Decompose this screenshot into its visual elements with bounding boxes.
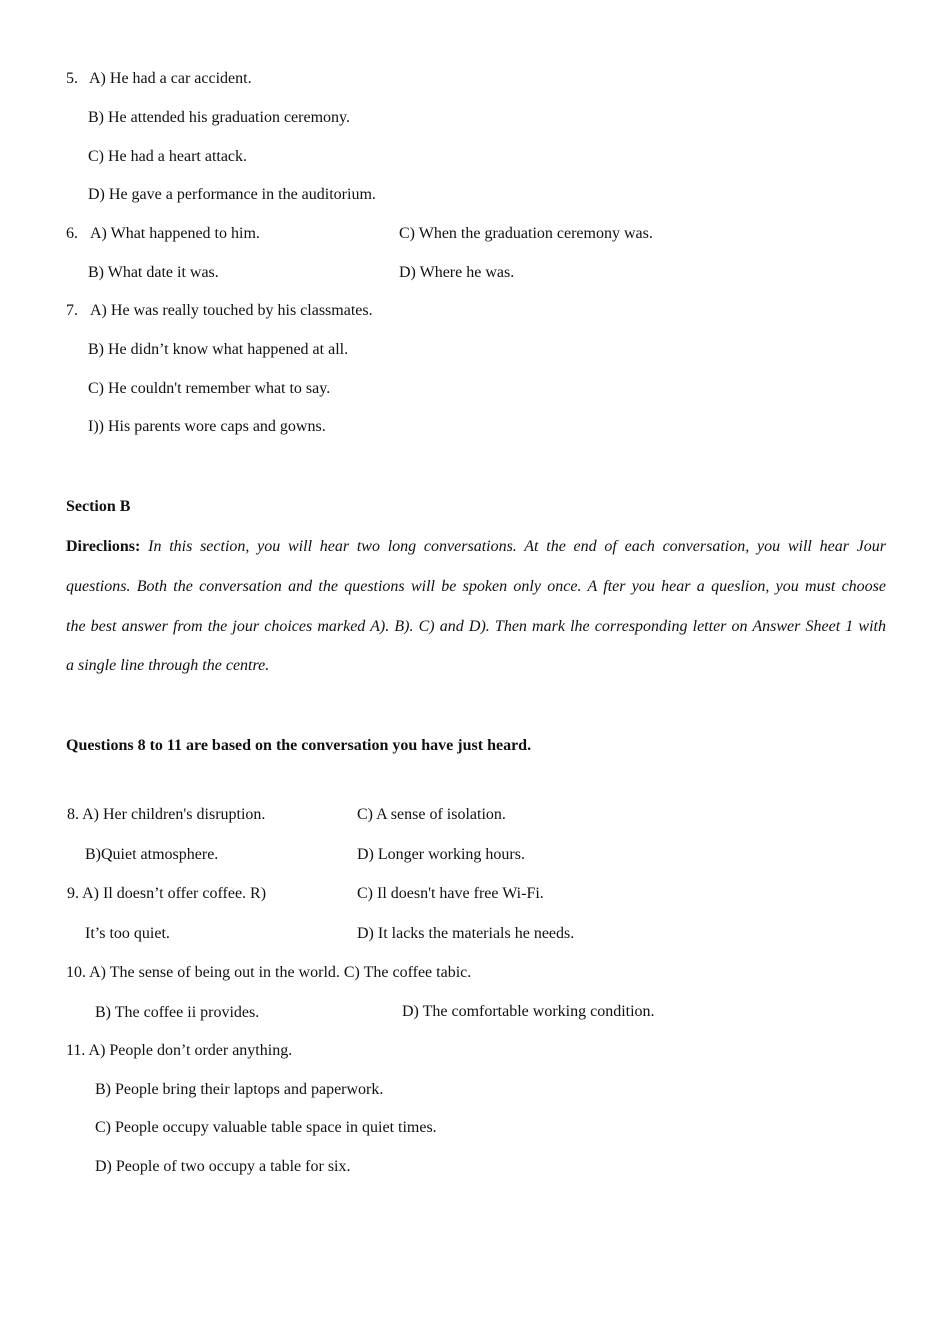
q10-option-d: D) The comfortable working condition. <box>402 1003 655 1020</box>
q8-option-a: 8. A) Her children's disruption. <box>67 806 266 823</box>
q6-option-c: C) When the graduation ceremony was. <box>399 225 653 242</box>
q8-option-b: B)Quiet atmosphere. <box>85 846 219 863</box>
q7-option-d: I)) His parents wore caps and gowns. <box>88 418 326 435</box>
q8-option-c: C) A sense of isolation. <box>357 806 506 823</box>
q5-option-a: A) He had a car accident. <box>89 70 252 87</box>
q9-option-b: It’s too quiet. <box>85 925 170 942</box>
q11-option-d: D) People of two occupy a table for six. <box>95 1158 351 1175</box>
q11-option-b: B) People bring their laptops and paperwork. <box>95 1081 384 1098</box>
q5-option-b: B) He attended his graduation ceremony. <box>88 109 350 126</box>
directions-line-4: a single line through the centre. <box>66 657 270 674</box>
directions-line-2: questions. Both the conversation and the questions will be spoken only once. A fter you hear a queslion, you must choose <box>66 578 886 595</box>
q7-option-b: B) He didn’t know what happened at all. <box>88 341 349 358</box>
q6-option-a: A) What happened to him. <box>90 225 260 242</box>
q5-number: 5. <box>66 70 78 87</box>
q10-option-a: 10. A) The sense of being out in the world. C) The coffee tabic. <box>66 964 472 981</box>
q11-option-c: C) People occupy valuable table space in quiet times. <box>95 1119 437 1136</box>
questions-header: Questions 8 to 11 are based on the conversation you have just heard. <box>66 737 532 754</box>
q7-number: 7. <box>66 302 78 319</box>
q6-number: 6. <box>66 225 78 242</box>
directions-label: Direclions: <box>66 538 141 555</box>
directions-line-1 <box>66 537 886 557</box>
q7-option-a: A) He was really touched by his classmates. <box>90 302 373 319</box>
q7-option-c: C) He couldn't remember what to say. <box>88 380 331 397</box>
q5-option-d: D) He gave a performance in the auditorium. <box>88 186 376 203</box>
q8-option-d: D) Longer working hours. <box>357 846 525 863</box>
q9-option-d: D) It lacks the materials he needs. <box>357 925 575 942</box>
directions-text-1: In this section, you will hear two long conversations. At the end of each conversation, you will hear Jour <box>148 538 887 555</box>
q6-option-d: D) Where he was. <box>399 264 515 281</box>
q6-option-b: B) What date it was. <box>88 264 219 281</box>
directions-line-3: the best answer from the jour choices marked A). B). C) and D). Then mark lhe corresponding letter on Answer Sheet 1 with <box>66 618 886 635</box>
section-b-title: Section B <box>66 498 131 515</box>
q10-option-b: B) The coffee ii provides. <box>95 1004 260 1021</box>
q9-option-a: 9. A) Il doesn’t offer coffee. R) <box>67 885 267 902</box>
q11-option-a: 11. A) People don’t order anything. <box>66 1042 293 1059</box>
q5-option-c: C) He had a heart attack. <box>88 148 248 165</box>
q9-option-c: C) Il doesn't have free Wi-Fi. <box>357 885 544 902</box>
